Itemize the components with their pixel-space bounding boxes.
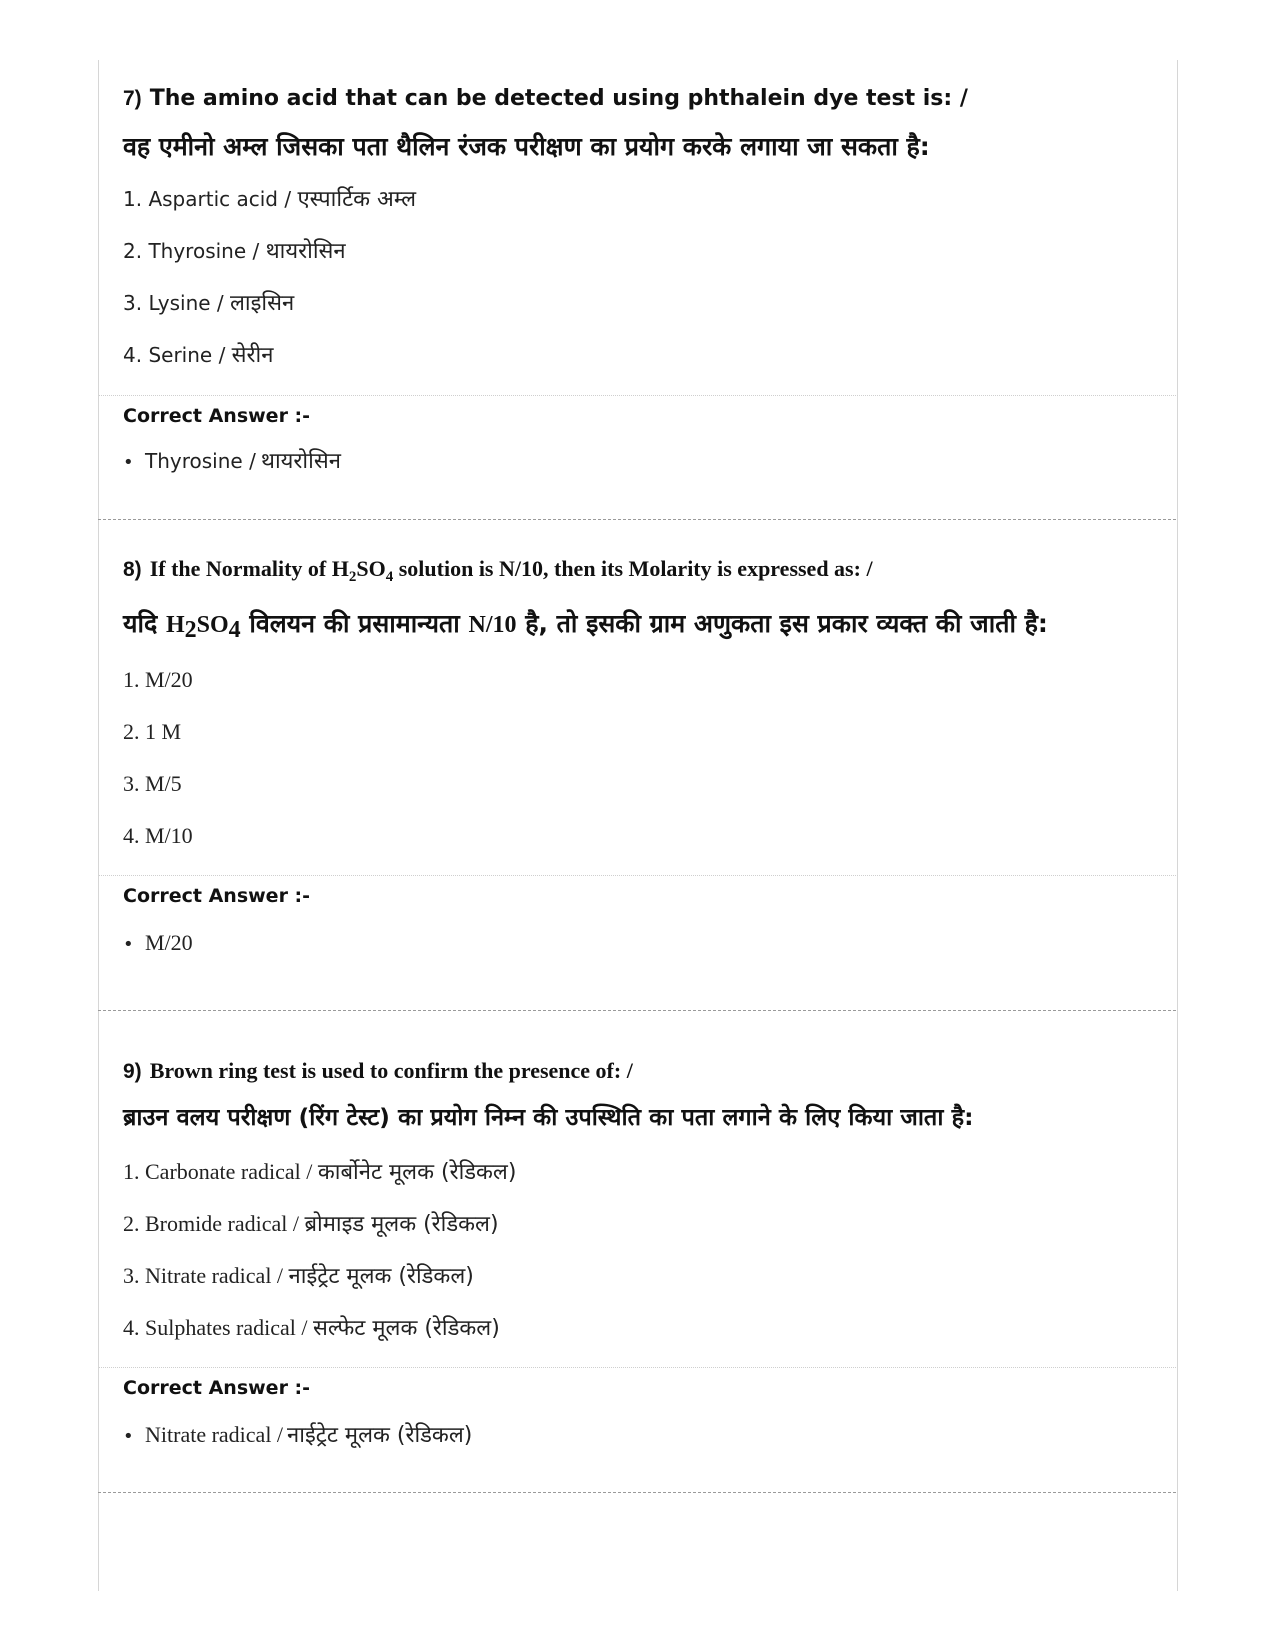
option-number: 1. <box>123 1159 140 1184</box>
question-text-en: The amino acid that can be detected using phthalein dye test is: / <box>149 86 968 111</box>
title-part: If the Normality of H <box>149 556 349 581</box>
option-number: 4. <box>123 823 140 848</box>
option-number: 4. <box>123 343 143 367</box>
option-number: 2. <box>123 1211 140 1236</box>
option-number: 1. <box>123 667 140 692</box>
bullet-icon: • <box>123 1426 134 1447</box>
correct-answer-label: Correct Answer :- <box>123 885 311 907</box>
option-number: 3. <box>123 771 140 796</box>
option-number: 3. <box>123 291 143 315</box>
option-number: 3. <box>123 1263 140 1288</box>
option-number: 4. <box>123 1315 140 1340</box>
option-text-en: M/5 <box>145 771 182 796</box>
option-2[interactable] <box>123 719 181 745</box>
option-2[interactable] <box>123 239 346 265</box>
correct-answer <box>123 930 193 956</box>
option-1[interactable] <box>123 667 193 693</box>
bullet-icon: • <box>123 452 134 473</box>
title-part: यदि <box>123 609 166 638</box>
question-title-en <box>123 1059 633 1083</box>
correct-answer <box>123 1422 472 1449</box>
formula-part: H <box>165 612 185 638</box>
option-number: 2. <box>123 719 140 744</box>
option-number: 2. <box>123 239 143 263</box>
option-text-en: Sulphates radical / <box>145 1315 308 1340</box>
option-text-en: M/10 <box>145 823 193 848</box>
option-text-hi: एस्पार्टिक अम्ल <box>297 187 417 212</box>
formula-part: SO <box>196 612 229 638</box>
title-part: SO <box>356 556 386 581</box>
subscript: 4 <box>228 617 241 643</box>
correct-answer-en: Nitrate radical / <box>145 1422 284 1447</box>
formula-part: N/10 <box>468 612 517 638</box>
question-text-en: Brown ring test is used to confirm the presence of: / <box>149 1058 633 1083</box>
question-number: 9) <box>123 1060 142 1083</box>
answer-divider <box>99 1367 1176 1368</box>
subscript: 2 <box>348 569 357 585</box>
option-text-en: Serine / <box>148 343 226 367</box>
question-title-en <box>123 87 968 111</box>
option-3[interactable] <box>123 1263 474 1290</box>
title-part: है, तो इसकी ग्राम अणुकता इस प्रकार व्यक्त की जाती है: <box>516 609 1048 638</box>
option-text-en: Thyrosine / <box>148 239 260 263</box>
question-separator <box>98 1492 1176 1493</box>
question-title-en <box>123 556 873 585</box>
content-frame <box>98 60 1178 1591</box>
option-text-en: Aspartic acid / <box>148 187 292 211</box>
option-text-en: M/20 <box>145 667 193 692</box>
option-text-hi: थायरोसिन <box>265 239 346 264</box>
option-2[interactable] <box>123 1211 499 1238</box>
option-4[interactable] <box>123 823 193 849</box>
bullet-icon: • <box>123 934 134 955</box>
question-separator <box>98 519 1176 520</box>
option-3[interactable] <box>123 771 182 797</box>
option-text-hi: सल्फेट मूलक (रेडिकल) <box>313 1316 500 1341</box>
option-text-en: Lysine / <box>148 291 224 315</box>
option-text-hi: सेरीन <box>231 343 274 368</box>
option-text-hi: ब्रोमाइड मूलक (रेडिकल) <box>304 1212 499 1237</box>
option-4[interactable] <box>123 1315 500 1342</box>
option-text-hi: नाईट्रेट मूलक (रेडिकल) <box>288 1264 474 1289</box>
correct-answer-hi: थायरोसिन <box>260 449 341 474</box>
correct-answer-en: M/20 <box>145 930 193 955</box>
option-text-en: Nitrate radical / <box>145 1263 284 1288</box>
question-title-hi <box>123 609 1048 643</box>
question-separator <box>98 1010 1176 1011</box>
option-text-en: Bromide radical / <box>145 1211 299 1236</box>
answer-divider <box>99 875 1176 876</box>
correct-answer-label: Correct Answer :- <box>123 405 311 427</box>
title-part: विलयन की प्रसामान्यता <box>240 609 469 638</box>
correct-answer-en: Thyrosine / <box>145 449 256 473</box>
question-title-hi: ब्राउन वलय परीक्षण (रिंग टेस्ट) का प्रयोग निम्न की उपस्थिति का पता लगाने के लिए किया जाता है: <box>123 1103 974 1131</box>
correct-answer-hi: नाईट्रेट मूलक (रेडिकल) <box>287 1423 473 1448</box>
correct-answer-label: Correct Answer :- <box>123 1377 311 1399</box>
option-text-en: Carbonate radical / <box>145 1159 313 1184</box>
option-text-en: 1 M <box>145 719 182 744</box>
subscript: 4 <box>385 569 394 585</box>
option-1[interactable] <box>123 1159 516 1186</box>
option-number: 1. <box>123 187 143 211</box>
correct-answer <box>123 449 341 475</box>
option-text-hi: लाइसिन <box>230 291 295 316</box>
option-text-hi: कार्बोनेट मूलक (रेडिकल) <box>317 1160 517 1185</box>
option-4[interactable] <box>123 343 273 369</box>
option-1[interactable] <box>123 187 416 213</box>
option-3[interactable] <box>123 291 294 317</box>
question-title-hi: वह एमीनो अम्ल जिसका पता थैलिन रंजक परीक्षण का प्रयोग करके लगाया जा सकता है: <box>123 132 930 161</box>
question-number: 7) <box>123 87 142 110</box>
answer-divider <box>99 395 1176 396</box>
question-number: 8) <box>123 558 142 581</box>
title-part: solution is N/10, then its Molarity is expressed as: / <box>393 556 873 581</box>
subscript: 2 <box>184 617 197 643</box>
